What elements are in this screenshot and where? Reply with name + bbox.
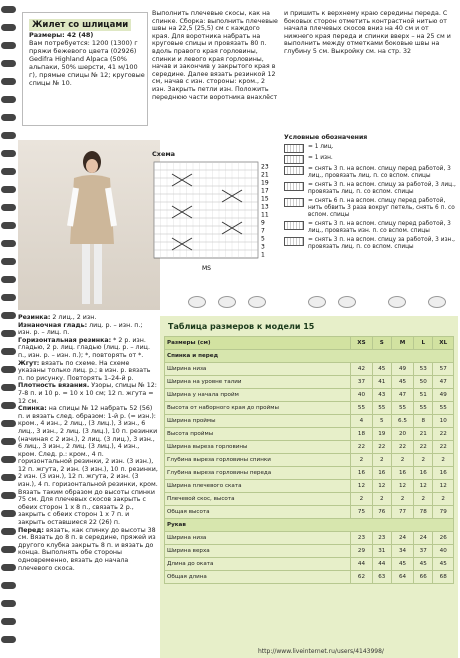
- pattern-title: Жилет со шлицами: [29, 19, 131, 31]
- size-table-cell: 79: [433, 506, 454, 519]
- legend-item: [284, 182, 456, 196]
- size-table-cell: 8: [414, 415, 433, 428]
- symbols-legend: [284, 134, 456, 253]
- size-table-cell: 18: [351, 428, 372, 441]
- size-table-row-label: Общая высота: [165, 506, 351, 519]
- size-table-cell: 78: [414, 506, 433, 519]
- size-table-cell: 2: [351, 454, 372, 467]
- size-table-cell: 22: [391, 441, 413, 454]
- size-table-cell: 49: [391, 363, 413, 376]
- size-table-cell: 2: [433, 493, 454, 506]
- spiral-ring: [1, 582, 16, 589]
- size-table-cell: 49: [433, 389, 454, 402]
- size-table-cell: 57: [433, 363, 454, 376]
- size-table-cell: 42: [351, 363, 372, 376]
- paragraph-heading: Перед:: [18, 526, 44, 534]
- yarn-ball-icon: [248, 296, 266, 308]
- legend-text: = снять 3 п. на вспом. спицу перед работой, 3 лиц., провязать изн. п. со вспом. спицы: [308, 221, 451, 234]
- yarn-ball-icon: [428, 296, 446, 308]
- legend-text: = снять 3 п. на вспом. спицу за работой, 3 лиц., провязать лиц. п. со вспом. спицы: [308, 182, 456, 195]
- paragraph-text: вязать, как спинку до высоты 38 см. Вязать до 8 п. в середине, пряжей из другого клубка закрыть 8 п. и вязать до конца. Выполнять обе стороны одновременно, вязать до начала плечевого скоса.: [18, 526, 156, 572]
- size-table-cell: 26: [433, 532, 454, 545]
- size-table-cell: 6.5: [391, 415, 413, 428]
- size-table-cell: 51: [414, 389, 433, 402]
- table-row: [165, 428, 454, 441]
- spiral-ring: [1, 240, 16, 247]
- size-table-cell: 29: [351, 545, 372, 558]
- scheme-label: Схема: [152, 150, 176, 158]
- size-table-cell: 55: [391, 402, 413, 415]
- size-table-cell: 63: [372, 571, 391, 584]
- spiral-ring: [1, 636, 16, 643]
- size-table-cell: 34: [391, 545, 413, 558]
- size-table-row-label: Ширина на уровне талии: [165, 376, 351, 389]
- size-table-cell: 37: [414, 545, 433, 558]
- paragraph-heading: Спинка:: [18, 405, 47, 413]
- mid-column-text: Выполнить плечевые скосы, как на спинке. Сборка: выполнить плечевые швы на 22,5 (25,5) см с каждого края. Для воротника набрать на круговые спицы и провязать 80 п. вдоль правого края горловины, спинки и левого края горловины, начав и закончив у закрытого края в середине. Далее вязать резинкой 12 см, начав с изн. стороны: кром., 2 изн. Закрыть петли изн. Положить переднюю части воротника внахлёст: [152, 10, 278, 101]
- table-row: [165, 545, 454, 558]
- paragraph-heading: Жгут:: [18, 359, 40, 367]
- size-table-row-label: Общая длина: [165, 571, 351, 584]
- spiral-ring: [1, 600, 16, 607]
- size-table-cell: 12: [391, 480, 413, 493]
- spiral-ring: [1, 348, 16, 355]
- paragraph-heading: Изнаночная гладь:: [18, 321, 88, 329]
- table-row: [165, 467, 454, 480]
- size-table-row-label: Высота от наборного края до проймы: [165, 402, 351, 415]
- paragraph-text: * 2 р. изн. гладью, 2 р. лиц. гладью (лиц. р. – лиц. п., изн. р. – изн. п.); *, повторять от *.: [18, 336, 150, 359]
- scheme-row-number: 11: [261, 211, 269, 219]
- size-table-title: Таблица размеров к модели 15: [168, 322, 315, 331]
- size-table-cell: 23: [351, 532, 372, 545]
- size-table-header-cell: XL: [433, 337, 454, 350]
- scheme-row-number: 19: [261, 179, 269, 187]
- size-table-cell: 47: [433, 376, 454, 389]
- size-table-cell: 12: [372, 480, 391, 493]
- paragraph: [18, 314, 158, 322]
- size-table-cell: 76: [372, 506, 391, 519]
- spiral-ring: [1, 96, 16, 103]
- paragraph-heading: Резинка:: [18, 314, 51, 321]
- paragraph: [18, 405, 158, 527]
- spiral-binding: [0, 0, 18, 658]
- size-table-row-label: Высота проймы: [165, 428, 351, 441]
- table-row: [165, 493, 454, 506]
- size-table-header-cell: M: [391, 337, 413, 350]
- size-table-cell: 22: [414, 441, 433, 454]
- size-table-cell: 45: [433, 558, 454, 571]
- table-row: [165, 558, 454, 571]
- size-table-cell: 2: [414, 454, 433, 467]
- spiral-ring: [1, 78, 16, 85]
- paragraph: [18, 382, 158, 405]
- scheme-row-number: 1: [261, 251, 265, 259]
- size-table-cell: 2: [351, 493, 372, 506]
- table-row: [165, 402, 454, 415]
- table-row: [165, 389, 454, 402]
- size-table-cell: 22: [433, 428, 454, 441]
- size-table-cell: 21: [414, 428, 433, 441]
- size-table-cell: 23: [372, 532, 391, 545]
- legend-text: = снять 3 п. на вспом. спицу перед работой, 3 лиц., провязать лиц. п. со вспом. спицы: [308, 166, 451, 179]
- size-table-cell: 24: [391, 532, 413, 545]
- stitch-symbol-icon: [284, 155, 304, 164]
- spiral-ring: [1, 258, 16, 265]
- legend-item: [284, 144, 456, 153]
- paragraph: [18, 322, 158, 337]
- size-table-row-label: Плечевой скос, высота: [165, 493, 351, 506]
- size-table-section-row: [165, 350, 454, 363]
- size-table-header-cell: L: [414, 337, 433, 350]
- spiral-ring: [1, 150, 16, 157]
- legend-item: [284, 166, 456, 180]
- size-table-cell: 19: [372, 428, 391, 441]
- size-table-cell: 41: [372, 376, 391, 389]
- pattern-header-box: [22, 12, 148, 126]
- size-table-cell: 16: [433, 467, 454, 480]
- stitch-symbol-icon: [284, 144, 304, 153]
- size-table-row-label: Ширина у начала пройм: [165, 389, 351, 402]
- size-table-cell: 62: [351, 571, 372, 584]
- size-table-cell: 20: [391, 428, 413, 441]
- legend-item: [284, 237, 456, 251]
- paragraph-text: лиц. р. – изн. п.; изн. р. – лиц. п.: [18, 321, 143, 337]
- paragraph: [18, 527, 158, 573]
- scheme-row-number: 13: [261, 203, 269, 211]
- scheme-row-number: 15: [261, 195, 269, 203]
- source-url: http://www.liveinternet.ru/users/4143998/: [258, 648, 384, 655]
- size-table-cell: 24: [414, 532, 433, 545]
- legend-item: [284, 198, 456, 219]
- size-table-cell: 31: [372, 545, 391, 558]
- size-table-header-cell: S: [372, 337, 391, 350]
- scheme-row-number: 7: [261, 227, 265, 235]
- size-table-cell: 43: [372, 389, 391, 402]
- spiral-ring: [1, 564, 16, 571]
- spiral-ring: [1, 618, 16, 625]
- size-table-cell: 40: [351, 389, 372, 402]
- size-table-cell: 16: [351, 467, 372, 480]
- size-table-cell: 37: [351, 376, 372, 389]
- legend-item: [284, 221, 456, 235]
- scheme-row-number: 9: [261, 219, 265, 227]
- spiral-ring: [1, 546, 16, 553]
- size-table-cell: 22: [372, 441, 391, 454]
- left-column-text: [18, 314, 158, 572]
- size-table-cell: 45: [391, 558, 413, 571]
- stitch-symbol-icon: [284, 182, 304, 191]
- spiral-ring: [1, 60, 16, 67]
- size-table-header-cell: Размеры (см): [165, 337, 351, 350]
- spiral-ring: [1, 456, 16, 463]
- size-table-cell: 2: [372, 454, 391, 467]
- size-table-cell: 45: [414, 558, 433, 571]
- table-row: [165, 480, 454, 493]
- size-table-cell: 16: [414, 467, 433, 480]
- size-table-cell: 12: [351, 480, 372, 493]
- stitch-symbol-icon: [284, 198, 304, 207]
- scheme-row-number: 17: [261, 187, 269, 195]
- table-row: [165, 571, 454, 584]
- yarn-ball-icon: [218, 296, 236, 308]
- scheme-repeat-label: MS: [202, 265, 211, 272]
- yarn-ball-icon: [338, 296, 356, 308]
- size-table-cell: 5: [372, 415, 391, 428]
- size-table-cell: 2: [414, 493, 433, 506]
- stitch-symbol-icon: [284, 166, 304, 175]
- spiral-ring: [1, 384, 16, 391]
- spiral-ring: [1, 402, 16, 409]
- paragraph-text: 2 лиц., 2 изн.: [50, 314, 97, 321]
- size-table-header-row: [165, 337, 454, 350]
- size-table-cell: 40: [433, 545, 454, 558]
- spiral-ring: [1, 114, 16, 121]
- right-column-text: и пришить к верхнему краю середины переда. С боковых сторон отметить контрастной нитью от начала плечевых скосов вниз на 40 см и от нижнего края переда и спинки вверх – на 25 см и выполнить между отметками боковые швы на глубину 5 см. Выкройку см. на стр. 32: [284, 10, 451, 55]
- size-table-row-label: Ширина низа: [165, 363, 351, 376]
- stitch-symbol-icon: [284, 237, 304, 246]
- size-table-cell: 4: [351, 415, 372, 428]
- legend-text: = 1 лиц.: [308, 144, 334, 150]
- paragraph-heading: Горизонтальная резинка:: [18, 336, 112, 344]
- spiral-ring: [1, 6, 16, 13]
- size-table-cell: 16: [391, 467, 413, 480]
- page: [18, 4, 458, 654]
- table-row: [165, 415, 454, 428]
- spiral-ring: [1, 186, 16, 193]
- size-table-cell: 55: [351, 402, 372, 415]
- size-table-cell: 50: [414, 376, 433, 389]
- spiral-ring: [1, 276, 16, 283]
- spiral-ring: [1, 42, 16, 49]
- legend-text: = снять 6 п. на вспом. спицу перед работой, нить обвить 3 раза вокруг петель, снять 6 п. со вспом. спицы: [308, 198, 455, 218]
- yarn-ball-icon: [388, 296, 406, 308]
- paragraph-text: Узоры, спицы № 12: 7-8 п. и 10 р. = 10 x 10 см; 12 п. жгута = 12 см.: [18, 382, 157, 405]
- size-table-cell: 2: [391, 454, 413, 467]
- size-table-cell: 75: [351, 506, 372, 519]
- size-table-row-label: Ширина низа: [165, 532, 351, 545]
- spiral-ring: [1, 492, 16, 499]
- paragraph-text: на спицы № 12 набрать 52 (56) п. и вязать след. образом: 1-й р. (= изн.): кром., 4 изн., 2 лиц., (3 лиц.), 3 изн., 6 лиц., 3 изн., 2 лиц. (3 лиц.), 10 п. резинки (начиная с 2 изн.), 2 лиц. (3 лиц.), 3 изн., 6 лиц., 3 изн., 2 лиц. (3 лиц.), 4 изн., кром. След. р.: кром., 4 п. горизонтальной резинки, 2 изн. (3 изн.), 12 п. жгута, 2 изн. (3 изн.), 10 п. резинки, 2 изн. (3 изн.), 12 п. жгута, 2 изн. (3 изн.), 4 п. горизонтальной резинки, кром. Вязать таким образом до высоты спинки 75 см. Для плечевых скосов закрыть с обеих сторон 1 х 8 п., связать 2 р., закрыть с обеих сторон 1 х 7 п. и закрыть оставшиеся 22 (26) п.: [18, 405, 158, 527]
- size-table-section-title: Рукав: [165, 519, 454, 532]
- model-figure-image: [62, 148, 122, 308]
- scheme-row-number: 23: [261, 163, 269, 171]
- yarn-balls-strip: [188, 292, 458, 316]
- spiral-ring: [1, 474, 16, 481]
- size-table: [164, 336, 454, 584]
- spiral-ring: [1, 132, 16, 139]
- scheme-row-number: 5: [261, 235, 265, 243]
- size-table-cell: 77: [391, 506, 413, 519]
- size-table-cell: 2: [372, 493, 391, 506]
- size-table-cell: 55: [372, 402, 391, 415]
- spiral-ring: [1, 438, 16, 445]
- paragraph-text: вязать по схеме. На схеме указаны только лиц. р.; в изн. р. вязать п. по рисунку. Повторять 1–24-й р.: [18, 359, 151, 382]
- spiral-ring: [1, 222, 16, 229]
- paragraph: [18, 337, 158, 360]
- paragraph: [18, 360, 158, 383]
- stitch-symbol-icon: [284, 221, 304, 230]
- size-table-panel: [160, 316, 458, 658]
- size-table-cell: 45: [372, 363, 391, 376]
- table-row: [165, 363, 454, 376]
- spiral-ring: [1, 204, 16, 211]
- size-table-row-label: Ширина выреза горловины: [165, 441, 351, 454]
- paragraph-heading: Плотность вязания.: [18, 382, 90, 390]
- pattern-materials: [29, 31, 145, 87]
- size-table-cell: 64: [391, 571, 413, 584]
- size-table-cell: 44: [351, 558, 372, 571]
- size-table-cell: 10: [433, 415, 454, 428]
- spiral-ring: [1, 330, 16, 337]
- sizes-line: Размеры: 42 (48): [29, 31, 94, 39]
- yarn-ball-icon: [308, 296, 326, 308]
- table-row: [165, 376, 454, 389]
- legend-text: = 1 изн.: [308, 155, 333, 161]
- size-table-row-label: Глубина выреза горловины переда: [165, 467, 351, 480]
- size-table-cell: 16: [372, 467, 391, 480]
- size-table-cell: 44: [372, 558, 391, 571]
- scheme-row-number: 3: [261, 243, 265, 251]
- size-table-row-label: Ширина верха: [165, 545, 351, 558]
- scheme-row-number: 21: [261, 171, 269, 179]
- size-table-row-label: Ширина плечевого ската: [165, 480, 351, 493]
- spiral-ring: [1, 420, 16, 427]
- legend-item: [284, 155, 456, 164]
- spiral-ring: [1, 528, 16, 535]
- yarn-ball-icon: [188, 296, 206, 308]
- size-table-row-label: Ширина проймы: [165, 415, 351, 428]
- materials-line: Вам потребуется: 1200 (1300) г пряжи бежевого цвета (02926) Gedifra Highland Alpaca (50% альпаки, 50% шерсти, 41 м/100 г), прямые спицы № 12; круговые спицы № 10.: [29, 39, 145, 87]
- size-table-cell: 2: [433, 454, 454, 467]
- table-row: [165, 532, 454, 545]
- legend-title: Условные обозначения: [284, 134, 368, 141]
- size-table-section-row: [165, 519, 454, 532]
- size-table-row-label: Длина до оката: [165, 558, 351, 571]
- legend-text: = снять 3 п. на вспом. спицу за работой, 3 изн., провязать лиц. п. со вспом. спицы: [308, 237, 456, 250]
- size-table-cell: 2: [391, 493, 413, 506]
- spiral-ring: [1, 168, 16, 175]
- size-table-cell: 12: [433, 480, 454, 493]
- size-table-cell: 53: [414, 363, 433, 376]
- size-table-cell: 22: [351, 441, 372, 454]
- size-table-cell: 22: [433, 441, 454, 454]
- size-table-cell: 66: [414, 571, 433, 584]
- size-table-cell: 68: [433, 571, 454, 584]
- size-table-cell: 55: [414, 402, 433, 415]
- spiral-ring: [1, 24, 16, 31]
- table-row: [165, 506, 454, 519]
- spiral-ring: [1, 366, 16, 373]
- size-table-cell: 47: [391, 389, 413, 402]
- spiral-ring: [1, 294, 16, 301]
- size-table-cell: 12: [414, 480, 433, 493]
- size-table-row-label: Глубина выреза горловины спинки: [165, 454, 351, 467]
- size-table-cell: 45: [391, 376, 413, 389]
- size-table-header-cell: XS: [351, 337, 372, 350]
- spiral-ring: [1, 312, 16, 319]
- knitting-scheme: [152, 160, 278, 280]
- spiral-ring: [1, 510, 16, 517]
- table-row: [165, 441, 454, 454]
- size-table-cell: 55: [433, 402, 454, 415]
- size-table-section-title: Спинка и перед: [165, 350, 454, 363]
- table-row: [165, 454, 454, 467]
- model-photo: [18, 140, 160, 310]
